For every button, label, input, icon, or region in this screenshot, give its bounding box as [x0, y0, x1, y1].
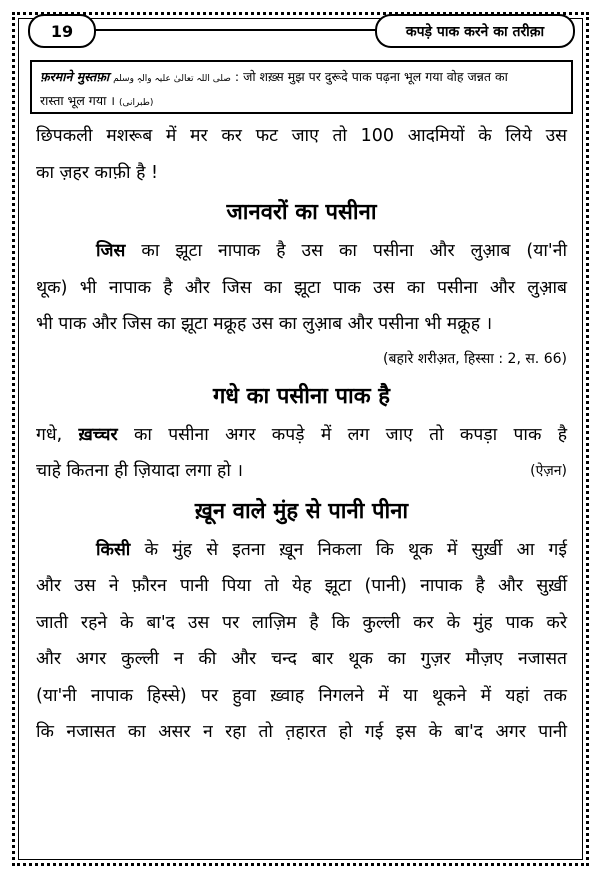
section2-line-1-start: गधे,	[36, 424, 79, 445]
farman-salawat: صلی اللہ تعالیٰ علیہ والہٖ وسلم	[113, 74, 231, 84]
section3-bold-word: किसी	[96, 539, 131, 560]
section2-note: (ऐज़न)	[530, 463, 567, 479]
page-body	[36, 118, 567, 751]
farman-lead: फ़रमाने मुस्तफ़ा	[40, 69, 110, 84]
farman-source: (طبرانی)	[119, 98, 154, 108]
section1-line-1-text: का झूटा नापाक है उस का पसीना और लुआ़ब (या'नी	[125, 241, 567, 261]
section3-line-6: कि नजासत का असर न रहा तो त़हारत हो गई इस के बा'द अगर पानी	[36, 722, 567, 742]
page-number: 19	[28, 14, 96, 48]
section2-line-2: चाहे कितना ही ज़ियादा लगा हो ।	[36, 461, 244, 481]
section-heading-donkey-sweat: गधे का पसीना पाक है	[213, 383, 390, 409]
farman-text-2: रास्ता भूल गया ।	[40, 93, 116, 108]
section2-line-1-text: का पसीना अगर कपड़े में लग जाए तो कपड़ा पाक है	[117, 424, 567, 445]
section3-line-3: जाती रहने के बा'द उस पर लाज़िम है कि कुल्ली कर के मुंह पाक करे	[36, 612, 567, 633]
section3-line-2: और उस ने फ़ौरन पानी पिया तो येह झूटा (पानी) नापाक है और सुर्ख़ी	[36, 576, 567, 596]
intro-line-1: छिपकली मशरूब में मर कर फट जाए तो 100 आदमियों के लिये उस	[36, 126, 567, 146]
section-heading-animal-sweat: जानवरों का पसीना	[226, 200, 377, 225]
section1-line-2: थूक) भी नापाक है और जिस का झूटा पाक उस का पसीना और लुआ़ब	[36, 277, 567, 298]
farman-text: : जो शख़्स मुझ पर दुरूदे पाक पढ़ना भूल गया वोह जन्नत का	[234, 69, 508, 84]
section3-line-5: (या'नी नापाक हिस्से) पर हुवा ख़्वाह निगलने में या थूकने में यहां तक	[36, 685, 567, 706]
section1-bold-word: जिस	[96, 241, 126, 261]
farman-box	[30, 60, 573, 114]
section-heading-bloody-mouth: ख़ून वाले मुंह से पानी पीना	[194, 498, 409, 524]
intro-line-2: का ज़हर काफ़ी है !	[36, 162, 158, 183]
section2-line-1	[36, 417, 567, 454]
section2-bold-word: ख़च्चर	[78, 424, 118, 445]
section2-line-2-row	[36, 453, 567, 490]
section1-line-1	[36, 233, 567, 270]
section3-line-1	[36, 532, 567, 569]
section3-line-1-text: के मुंह से इतना ख़ून निकला कि थूक में सुर्ख़ी आ गई	[130, 539, 567, 560]
running-title: कपड़े पाक करने का तरीक़ा	[375, 14, 575, 48]
section3-line-4: और अगर कुल्ली न की और चन्द बार थूक का गुज़र मौज़ए नजासत	[36, 649, 567, 669]
section1-reference: (बहारे शरीअ़त, हिस्सा : 2, स. 66)	[383, 350, 567, 367]
section1-line-3: भी पाक और जिस का झूटा मक्रूह उस का लुआ़ब और पसीना भी मक्रूह ।	[36, 314, 493, 334]
header-rule	[94, 29, 377, 31]
